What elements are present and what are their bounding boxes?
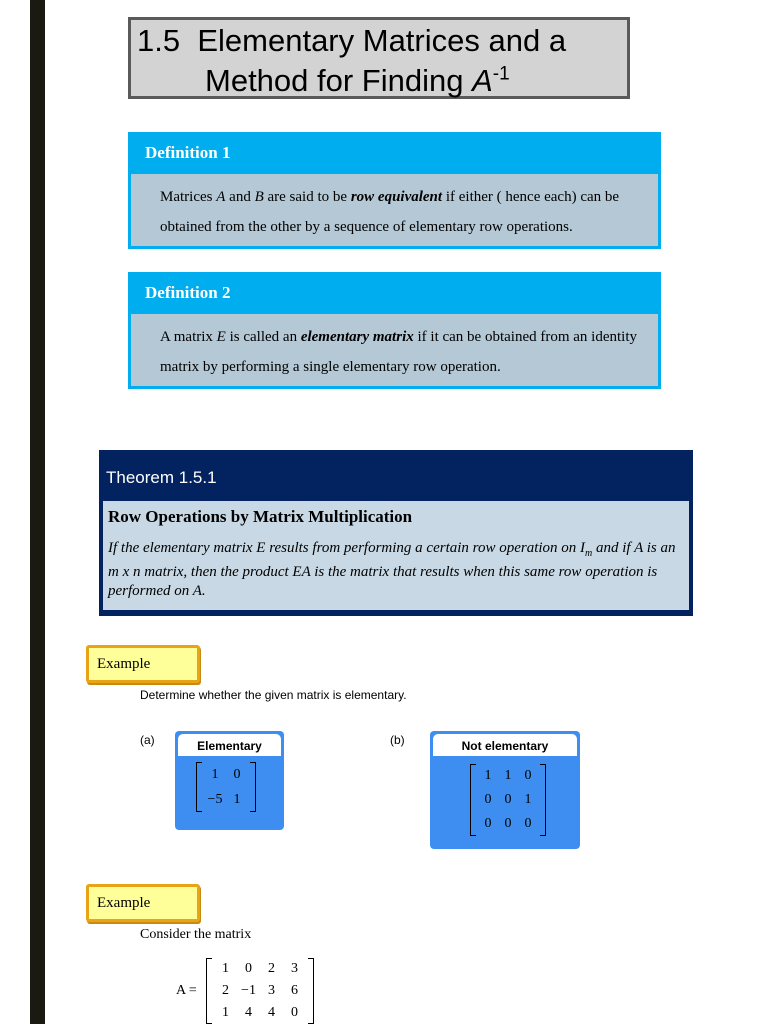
section-title-line2 <box>205 63 510 99</box>
matrix-cell: 6 <box>291 983 298 998</box>
def1-text: are said to be <box>263 189 351 205</box>
definition-1-heading: Definition 1 <box>145 143 231 162</box>
left-margin-bar <box>30 0 45 1024</box>
definition-2-box <box>128 272 661 389</box>
definition-1-box <box>128 132 661 249</box>
example-2-prompt: Consider the matrix <box>140 927 252 942</box>
section-title-variable: A <box>472 63 493 98</box>
matrix-cell: −5 <box>207 791 223 807</box>
matrix-row <box>214 961 306 977</box>
matrix-rows <box>212 958 308 1024</box>
section-title-text-2: Method for Finding <box>205 63 473 98</box>
matrix-row <box>478 816 538 832</box>
matrix-cell: 3 <box>268 983 275 998</box>
matrix-cell: 0 <box>504 792 512 807</box>
part-a-answer: Elementary <box>178 734 281 756</box>
matrix-cell: 0 <box>245 961 252 976</box>
matrix-cell: 0 <box>524 768 532 783</box>
part-b-label: (b) <box>390 733 405 747</box>
matrix-rows <box>202 762 250 812</box>
matrix-cell: 4 <box>268 1005 275 1020</box>
section-number: 1.5 <box>137 23 181 58</box>
def2-text: if it can be obtained from an identity matrix by performing a single elementary row operation. <box>160 329 637 375</box>
right-bracket <box>250 762 256 812</box>
matrix-cell: −1 <box>241 983 256 998</box>
matrix-cell: 1 <box>504 768 512 783</box>
section-title-box <box>128 17 630 99</box>
theorem-body <box>103 501 689 610</box>
theorem-box <box>99 450 693 616</box>
definition-1-body <box>131 174 658 246</box>
matrix-cell: 1 <box>524 792 532 807</box>
section-title-superscript: -1 <box>492 63 510 85</box>
def1-text: if either ( hence each) can be obtained from the other by a sequence of elementary row operations. <box>160 189 620 235</box>
right-bracket <box>540 764 546 836</box>
example-2-tag: Example <box>86 884 200 922</box>
theorem-text: If the elementary matrix E results from performing a certain row operation on I <box>108 540 586 556</box>
example-1-tag: Example <box>86 645 200 683</box>
theorem-subscript: m <box>585 548 593 559</box>
section-title-text-1: Elementary Matrices and a <box>197 23 567 58</box>
def2-text: A matrix <box>160 329 217 345</box>
theorem-statement <box>108 539 684 601</box>
matrix-row <box>214 983 306 999</box>
matrix-row <box>214 1005 306 1021</box>
part-b-matrix <box>470 764 546 836</box>
theorem-subtitle: Row Operations by Matrix Multiplication <box>108 507 413 526</box>
part-b-answer: Not elementary <box>433 734 577 756</box>
def2-text: is called an <box>225 329 301 345</box>
part-a-matrix <box>196 762 256 812</box>
def2-term: elementary matrix <box>300 329 414 345</box>
matrix-cell: 0 <box>484 816 492 831</box>
matrix-cell: 1 <box>222 1005 229 1020</box>
def1-text: and <box>225 189 255 205</box>
def1-var-b: B <box>254 189 264 205</box>
matrix-cell: 0 <box>524 816 532 831</box>
def1-text: Matrices <box>160 189 217 205</box>
matrix-cell: 1 <box>484 768 492 783</box>
definition-2-heading: Definition 2 <box>145 283 231 302</box>
theorem-text: and if A is an m x n matrix, then the product EA is the matrix that results when this same row operation is performed on A. <box>108 540 676 599</box>
matrix-cell: 0 <box>233 766 241 782</box>
matrix-rows <box>476 764 540 836</box>
matrix-cell: 0 <box>291 1005 298 1020</box>
matrix-row <box>204 767 248 783</box>
matrix-row <box>478 768 538 784</box>
def1-var-a: A <box>216 189 226 205</box>
matrix-cell: 2 <box>222 983 229 998</box>
example-1-prompt: Determine whether the given matrix is elementary. <box>140 688 407 702</box>
matrix-cell: 1 <box>222 961 229 976</box>
example-2-matrix <box>206 958 314 1024</box>
matrix-cell: 3 <box>291 961 298 976</box>
matrix-cell: 2 <box>268 961 275 976</box>
matrix-a-lhs: A = <box>176 983 197 998</box>
matrix-row <box>204 792 248 808</box>
section-title-line1 <box>137 23 566 59</box>
matrix-row <box>478 792 538 808</box>
matrix-cell: 0 <box>484 792 492 807</box>
def2-var-e: E <box>216 329 226 345</box>
right-bracket <box>308 958 314 1024</box>
matrix-cell: 1 <box>233 791 241 807</box>
theorem-heading: Theorem 1.5.1 <box>106 468 217 487</box>
matrix-cell: 1 <box>211 766 219 782</box>
definition-2-body <box>131 314 658 386</box>
part-a-label: (a) <box>140 733 155 747</box>
def1-term: row equivalent <box>350 189 443 205</box>
matrix-cell: 4 <box>245 1005 252 1020</box>
matrix-cell: 0 <box>504 816 512 831</box>
